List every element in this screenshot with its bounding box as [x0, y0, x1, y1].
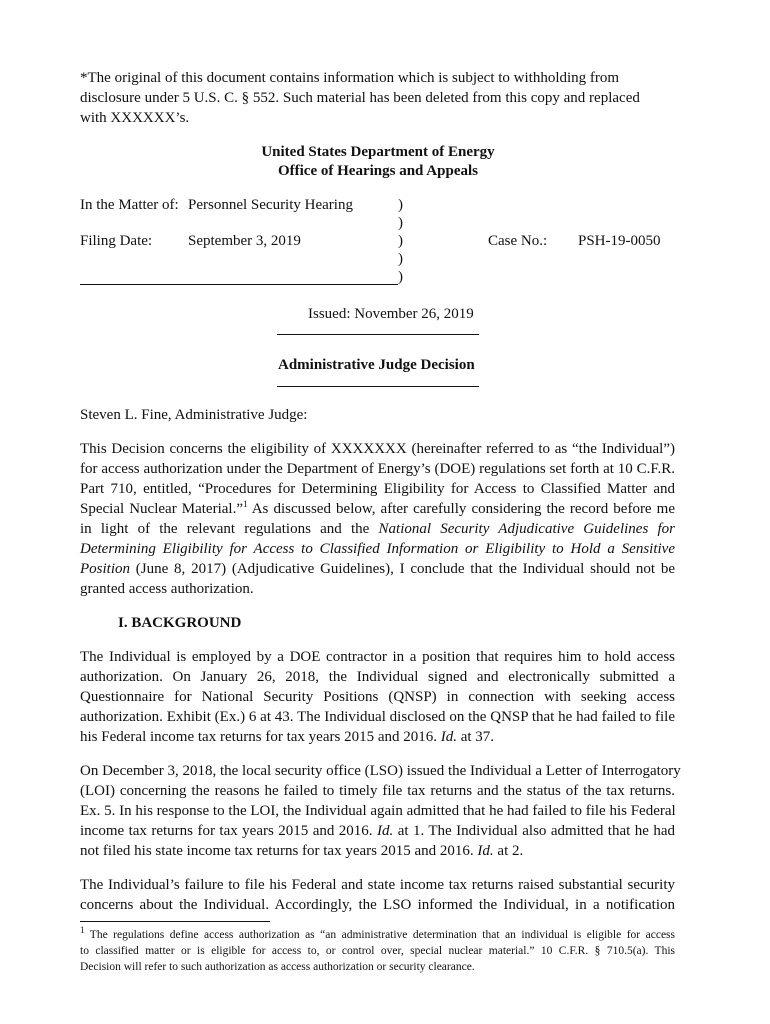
para3-line-2: concerns about the Individual. Accordingly, the LSO informed the Individual, in a notification: [80, 897, 675, 913]
para1-line-5: his Federal income tax returns for tax years 2015 and 2016. Id. at 37.: [80, 729, 495, 745]
redaction-notice-line-3: with XXXXXX’s.: [80, 110, 190, 126]
matter-label: In the Matter of:: [80, 197, 179, 213]
caption-paren: ): [398, 197, 403, 213]
para1-line-2: authorization. On January 26, 2018, the Individual signed and electronically submitted a: [80, 669, 675, 685]
decision-title: Administrative Judge Decision: [278, 357, 475, 373]
para2-line-3: Ex. 5. In his response to the LOI, the Individual again admitted that he had failed to file his Federal: [80, 803, 676, 819]
issued-rule: [277, 334, 479, 335]
caption-underline: [80, 284, 398, 285]
footnote-separator: [80, 921, 270, 922]
para3-line-1: The Individual’s failure to file his Federal and state income tax returns raised substantial security: [80, 877, 675, 893]
intro-line-4: Special Nuclear Material.”$^1$ As discussed below, after carefully considering the record before me: [80, 499, 675, 517]
para1-line-3: Questionnaire for National Security Positions (QNSP) in connection with seeking access: [80, 689, 675, 705]
caption-paren: ): [398, 251, 403, 267]
office-name: Office of Hearings and Appeals: [277, 163, 478, 179]
case-number-value: PSH-19-0050: [578, 233, 661, 249]
case-number-label: Case No.:: [488, 233, 548, 249]
intro-line-8: granted access authorization.: [80, 581, 254, 597]
agency-name: United States Department of Energy: [261, 144, 495, 160]
footnote-line-2: to classified matter or is eligible for access to, or control over, special nuclear material.” 10 C.F.R. § 710.5(a). This: [80, 945, 675, 957]
filing-date-value: September 3, 2019: [188, 233, 301, 249]
section-heading-background: I. BACKGROUND: [118, 615, 242, 631]
footnote-ref: 1: [242, 499, 248, 509]
caption-paren: ): [398, 269, 403, 285]
para1-line-1: The Individual is employed by a DOE contractor in a position that requires him to hold access: [80, 649, 675, 665]
intro-line-2: for access authorization under the Department of Energy’s (DOE) regulations set forth at 10 C.F.R.: [80, 461, 675, 477]
caption-paren: ): [398, 233, 403, 249]
intro-line-7: Position (June 8, 2017) (Adjudicative Guidelines), I conclude that the Individual should not be: [80, 561, 675, 577]
footnote-line-3: Decision will refer to such authorization as access authorization or security clearance.: [80, 961, 475, 973]
caption-paren: ): [398, 215, 403, 231]
issued-date: Issued: November 26, 2019: [308, 306, 474, 322]
para2-line-4: income tax returns for tax years 2015 and 2016. Id. at 1. The Individual also admitted that he had: [80, 823, 675, 839]
para2-line-5: not filed his state income tax returns for tax years 2015 and 2016. Id. at 2.: [80, 843, 524, 859]
redaction-notice-line-2: disclosure under 5 U.S. C. § 552. Such material has been deleted from this copy and replaced: [80, 90, 640, 106]
judge-line: Steven L. Fine, Administrative Judge:: [80, 407, 308, 423]
footnote-line-1: $^1$ The regulations define access authorization as “an administrative determination that an individual is eligible for access: [80, 925, 675, 941]
para1-line-4: authorization. Exhibit (Ex.) 6 at 43. The Individual disclosed on the QNSP that he had failed to file: [80, 709, 675, 725]
intro-line-6: Determining Eligibility for Access to Classified Information or Eligibility to Hold a Sensitive: [80, 541, 675, 557]
footnote-number: 1: [80, 925, 85, 936]
intro-line-1: This Decision concerns the eligibility of XXXXXXX (hereinafter referred to as “the Individual”): [80, 441, 675, 457]
redaction-notice-line-1: *The original of this document contains information which is subject to withholding from: [80, 70, 620, 86]
matter-value: Personnel Security Hearing: [188, 197, 353, 213]
title-rule: [277, 386, 479, 387]
intro-line-5: in light of the relevant regulations and the National Security Adjudicative Guidelines for: [80, 521, 675, 537]
para2-line-1: On December 3, 2018, the local security office (LSO) issued the Individual a Letter of Interrogatory: [80, 763, 681, 779]
intro-line-3: Part 710, entitled, “Procedures for Determining Eligibility for Access to Classified Matter and: [80, 481, 675, 497]
para2-line-2: (LOI) concerning the reasons he failed to timely file tax returns and the status of the tax returns.: [80, 783, 675, 799]
filing-date-label: Filing Date:: [80, 233, 153, 249]
